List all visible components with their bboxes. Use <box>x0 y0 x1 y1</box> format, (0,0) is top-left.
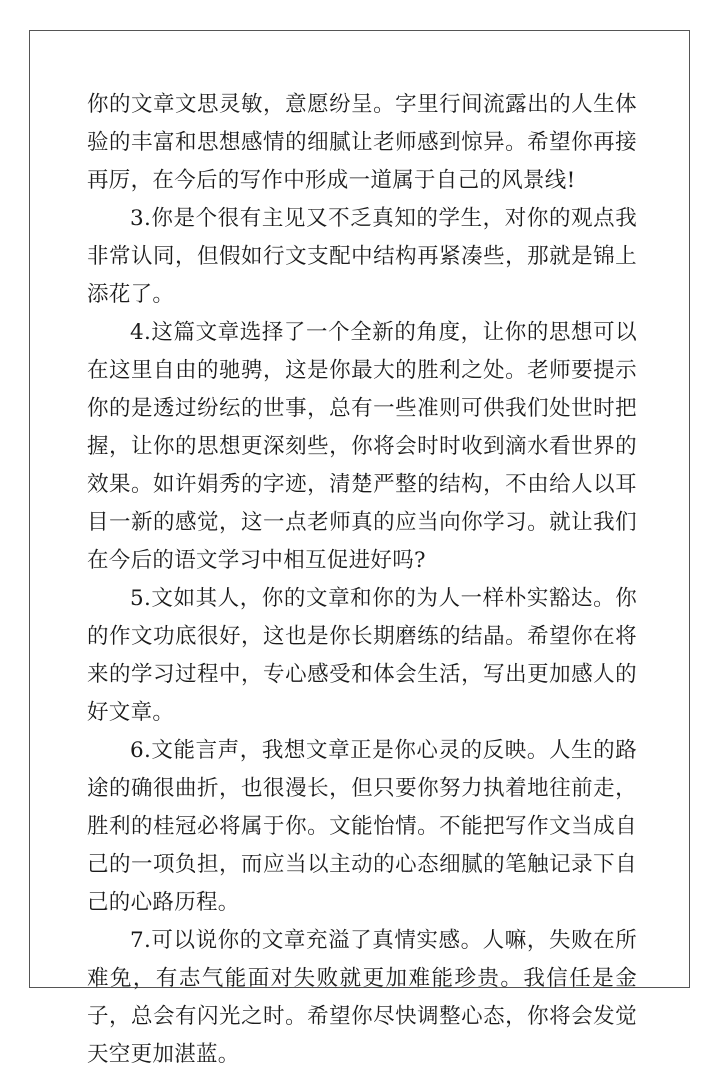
paragraph-3: 3.你是个很有主见又不乏真知的学生，对你的观点我非常认同，但假如行文支配中结构再紧凑些，那就是锦上添花了。 <box>87 206 637 307</box>
document-body <box>87 86 637 1074</box>
paragraph-6: 6.文能言声，我想文章正是你心灵的反映。人生的路途的确很曲折，也很漫长，但只要你努力执着地往前走，胜利的桂冠必将属于你。文能怡情。不能把写作文当成自己的一项负担，而应当以主动的心态细腻的笔触记录下自己的心路历程。 <box>87 738 637 915</box>
paragraph-continued: 你的文章文思灵敏，意愿纷呈。字里行间流露出的人生体验的丰富和思想感情的细腻让老师感到惊异。希望你再接再厉，在今后的写作中形成一道属于自己的风景线! <box>87 92 637 193</box>
paragraph-5: 5.文如其人，你的文章和你的为人一样朴实豁达。你的作文功底很好，这也是你长期磨练的结晶。希望你在将来的学习过程中，专心感受和体会生活，写出更加感人的好文章。 <box>87 586 637 725</box>
paragraph-4: 4.这篇文章选择了一个全新的角度，让你的思想可以在这里自由的驰骋，这是你最大的胜利之处。老师要提示你的是透过纷纭的世事，总有一些准则可供我们处世时把握，让你的思想更深刻些，你将会时时收到滴水看世界的效果。如许娟秀的字迹，清楚严整的结构，不由给人以耳目一新的感觉，这一点老师真的应当向你学习。就让我们在今后的语文学习中相互促进好吗? <box>87 320 637 573</box>
paragraph-7: 7.可以说你的文章充溢了真情实感。人嘛，失败在所难免，有志气能面对失败就更加难能珍贵。我信任是金子，总会有闪光之时。希望你尽快调整心态，你将会发觉天空更加湛蓝。 <box>87 928 637 1067</box>
